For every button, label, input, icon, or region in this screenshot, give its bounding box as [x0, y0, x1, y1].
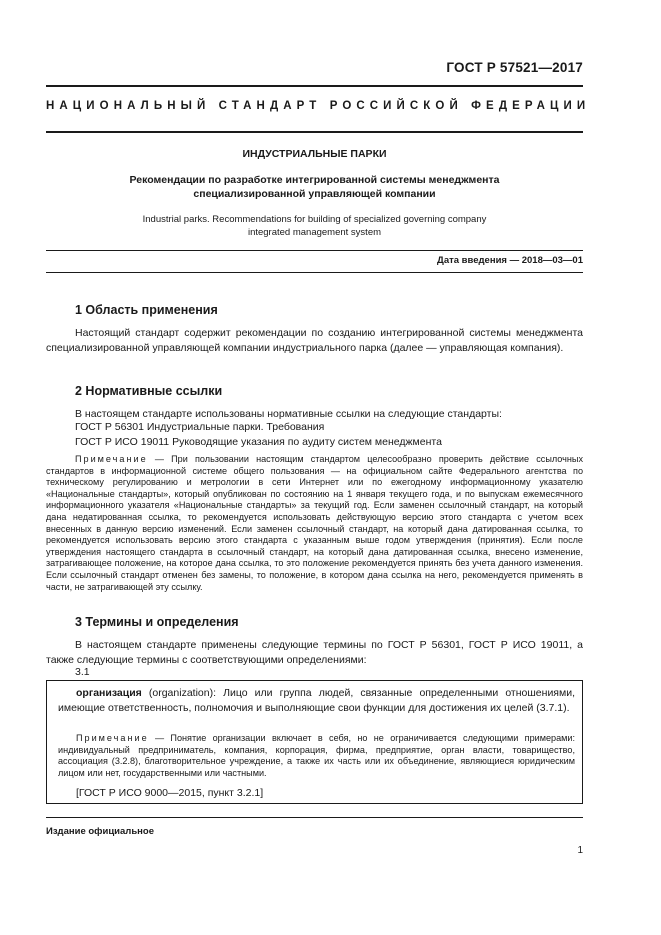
term-number: 3.1: [75, 666, 90, 678]
header-rule-top: [46, 85, 583, 87]
intro-date-rule-bottom: [46, 272, 583, 273]
section-2-heading: 2 Нормативные ссылки: [75, 384, 223, 398]
section-3-heading: 3 Термины и определения: [75, 615, 239, 629]
document-title: ИНДУСТРИАЛЬНЫЕ ПАРКИ: [242, 148, 387, 160]
national-standard-heading: НАЦИОНАЛЬНЫЙ СТАНДАРТ РОССИЙСКОЙ ФЕДЕРАЦИИ: [46, 100, 591, 112]
document-subtitle: [46, 173, 583, 201]
note-label: Примечание: [75, 454, 148, 464]
term-definition: [58, 686, 575, 715]
english-title: [46, 213, 583, 239]
term-source: [ГОСТ Р ИСО 9000—2015, пункт 3.2.1]: [76, 787, 264, 799]
intro-date-rule-top: [46, 250, 583, 251]
term-name: организация: [76, 687, 142, 699]
english-title-line-1: Industrial parks. Recommendations for building of specialized governing company: [142, 214, 487, 225]
page-number: 1: [577, 845, 583, 856]
section-2-note: [46, 454, 583, 593]
footer-rule: [46, 817, 583, 818]
introduction-date: Дата введения — 2018—03—01: [437, 255, 583, 266]
section-1-text: Настоящий стандарт содержит рекомендации по созданию интегрированной системы менеджмента специализированной управляющей компании индустриального парка (далее — управляющая компания).: [46, 327, 583, 354]
note-text: — При пользовании настоящим стандартом целесообразно проверить действие ссылочных стандартов в информационной системе общего пользования — на официальном сайте Федерального агентства по техническому регулированию и метрологии в сети Интернет или по ежегодному информационному указателю «Национальные стандарты», который опубликован по состоянию на 1 января текущего года, и по выпускам ежемесячного информационного указателя «Национальные стандарты» за текущий год. Если заменен ссылочный стандарт, на который дана недатированная ссылка, то рекомендуется использовать действующую версию этого стандарта с учетом всех внесенных в данную версию изменений. Если заменен ссылочный стандарт, на который дана датированная ссылка, то рекомендуется использовать версию этого стандарта с указанным выше годом утверждения (принятия). Если после утверждения настоящего стандарта в ссылочный стандарт, на который дана датированная ссылка, внесено изменение, затрагивающее положение, на которое дана ссылка, то это положение рекомендуется принять без учета данного изменения. Если ссылочный стандарт отменен без замены, то положение, в котором дана ссылка на него, рекомендуется применять в части, не затрагивающей эту ссылку.: [46, 454, 583, 592]
section-2-intro: В настоящем стандарте использованы нормативные ссылки на следующие стандарты:: [75, 408, 502, 420]
normative-reference-2: ГОСТ Р ИСО 19011 Руководящие указания по аудиту систем менеджмента: [75, 436, 442, 448]
section-3-intro: В настоящем стандарте применены следующие термины по ГОСТ Р 56301, ГОСТ Р ИСО 19011, а также следующие термины с соответствующими определениями:: [46, 639, 583, 666]
term-note-text: — Понятие организации включает в себя, но не ограничивается следующими примерами: индивидуальный предприниматель, компания, корпорация, фирма, предприятие, орган власти, товарищество, ассоциация (3.2.8), благотворительное учреждение, а также их часть или их объединение, являющиеся юридическим лицом или нет, государственными или частными.: [58, 733, 575, 778]
term-note-label: Примечание: [76, 733, 149, 743]
english-title-line-2: integrated management system: [247, 227, 382, 238]
header-rule-bottom: [46, 131, 583, 133]
term-definition-text: (organization): Лицо или группа людей, связанные определенными отношениями, имеющие ответственность, полномочия и выполняющие свои функции для достижения их целей (3.7.1).: [58, 687, 575, 714]
normative-reference-1: ГОСТ Р 56301 Индустриальные парки. Требования: [75, 421, 325, 433]
subtitle-line-2: специализированной управляющей компании: [193, 188, 436, 200]
gost-number: ГОСТ Р 57521—2017: [446, 60, 583, 75]
official-edition-label: Издание официальное: [46, 826, 154, 837]
subtitle-line-1: Рекомендации по разработке интегрированной системы менеджмента: [129, 174, 500, 186]
term-note: [58, 733, 575, 779]
term-definition-box: [46, 680, 583, 804]
section-1-heading: 1 Область применения: [75, 303, 218, 317]
